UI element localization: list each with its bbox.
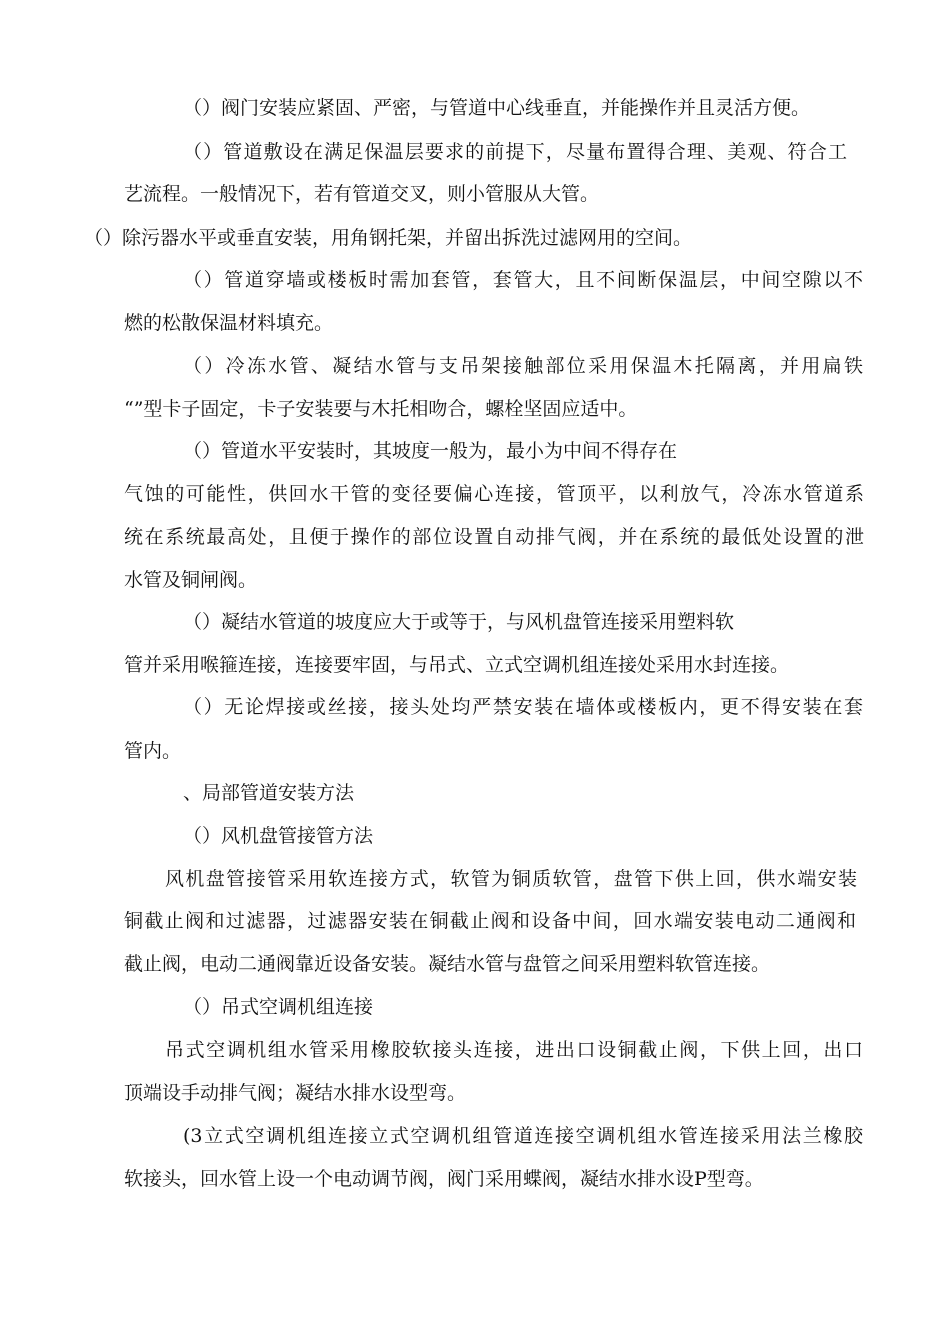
- paragraph-line: 截止阀，电动二通阀靠近设备安装。凝结水管与盘管之间采用塑料软管连接。: [124, 953, 771, 975]
- paragraph-line: 艺流程。一般情况下，若有管道交叉，则小管服从大管。: [124, 183, 600, 205]
- paragraph-line: （）凝结水管道的坡度应大于或等于，与风机盘管连接采用塑料软: [183, 611, 735, 633]
- paragraph-line: （）管道穿墙或楼板时需加套管，套管大，且不间断保温层，中间空隙以不: [183, 269, 863, 291]
- paragraph-line: 管内。: [124, 740, 182, 762]
- paragraph-line: 管并采用喉箍连接，连接要牢固，与吊式、立式空调机组连接处采用水封连接。: [124, 654, 790, 676]
- paragraph-line: （）无论焊接或丝接，接头处均严禁安装在墙体或楼板内，更不得安装在套: [183, 696, 863, 718]
- paragraph-line: （）管道敷设在满足保温层要求的前提下，尽量布置得合理、美观、符合工: [183, 141, 847, 163]
- paragraph-line: 风机盘管接管采用软连接方式，软管为铜质软管，盘管下供上回，供水端安装: [165, 868, 857, 890]
- paragraph-line: 燃的松散保温材料填充。: [124, 312, 334, 334]
- paragraph-line: 气蚀的可能性，供回水干管的变径要偏心连接，管顶平，以利放气，冷冻水管道系: [124, 483, 864, 505]
- paragraph-line: 吊式空调机组水管采用橡胶软接头连接，进出口设铜截止阀，下供上回，出口: [165, 1039, 863, 1061]
- section-heading: 、局部管道安装方法: [183, 782, 355, 804]
- paragraph-line: 软接头，回水管上设一个电动调节阀，阀门采用蝶阀，凝结水排水设P型弯。: [124, 1168, 764, 1190]
- paragraph-line: 铜截止阀和过滤器，过滤器安装在铜截止阀和设备中间，回水端安装电动二通阀和: [124, 910, 856, 932]
- paragraph-line: 统在系统最高处，且便于操作的部位设置自动排气阀，并在系统的最低处设置的泄: [124, 526, 864, 548]
- subsection-heading: （）风机盘管接管方法: [183, 825, 374, 847]
- paragraph-line: （）管道水平安装时，其坡度一般为，最小为中间不得存在: [183, 440, 678, 462]
- paragraph-line: （）除污器水平或垂直安装，用角钢托架，并留出拆洗过滤网用的空间。: [84, 227, 693, 249]
- paragraph-line: 水管及铜闸阀。: [124, 569, 258, 591]
- paragraph-line: (3立式空调机组连接立式空调机组管道连接空调机组水管连接采用法兰橡胶: [183, 1125, 863, 1147]
- paragraph-line: “”型卡子固定，卡子安装要与木托相吻合，螺栓坚固应适中。: [124, 398, 638, 420]
- paragraph-line: （）阀门安装应紧固、严密，与管道中心线垂直，并能操作并且灵活方便。: [183, 97, 811, 119]
- subsection-heading: （）吊式空调机组连接: [183, 996, 374, 1018]
- paragraph-line: 顶端设手动排气阀；凝结水排水设型弯。: [124, 1082, 467, 1104]
- paragraph-line: （）冷冻水管、凝结水管与支吊架接触部位采用保温木托隔离，并用扁铁: [183, 355, 863, 377]
